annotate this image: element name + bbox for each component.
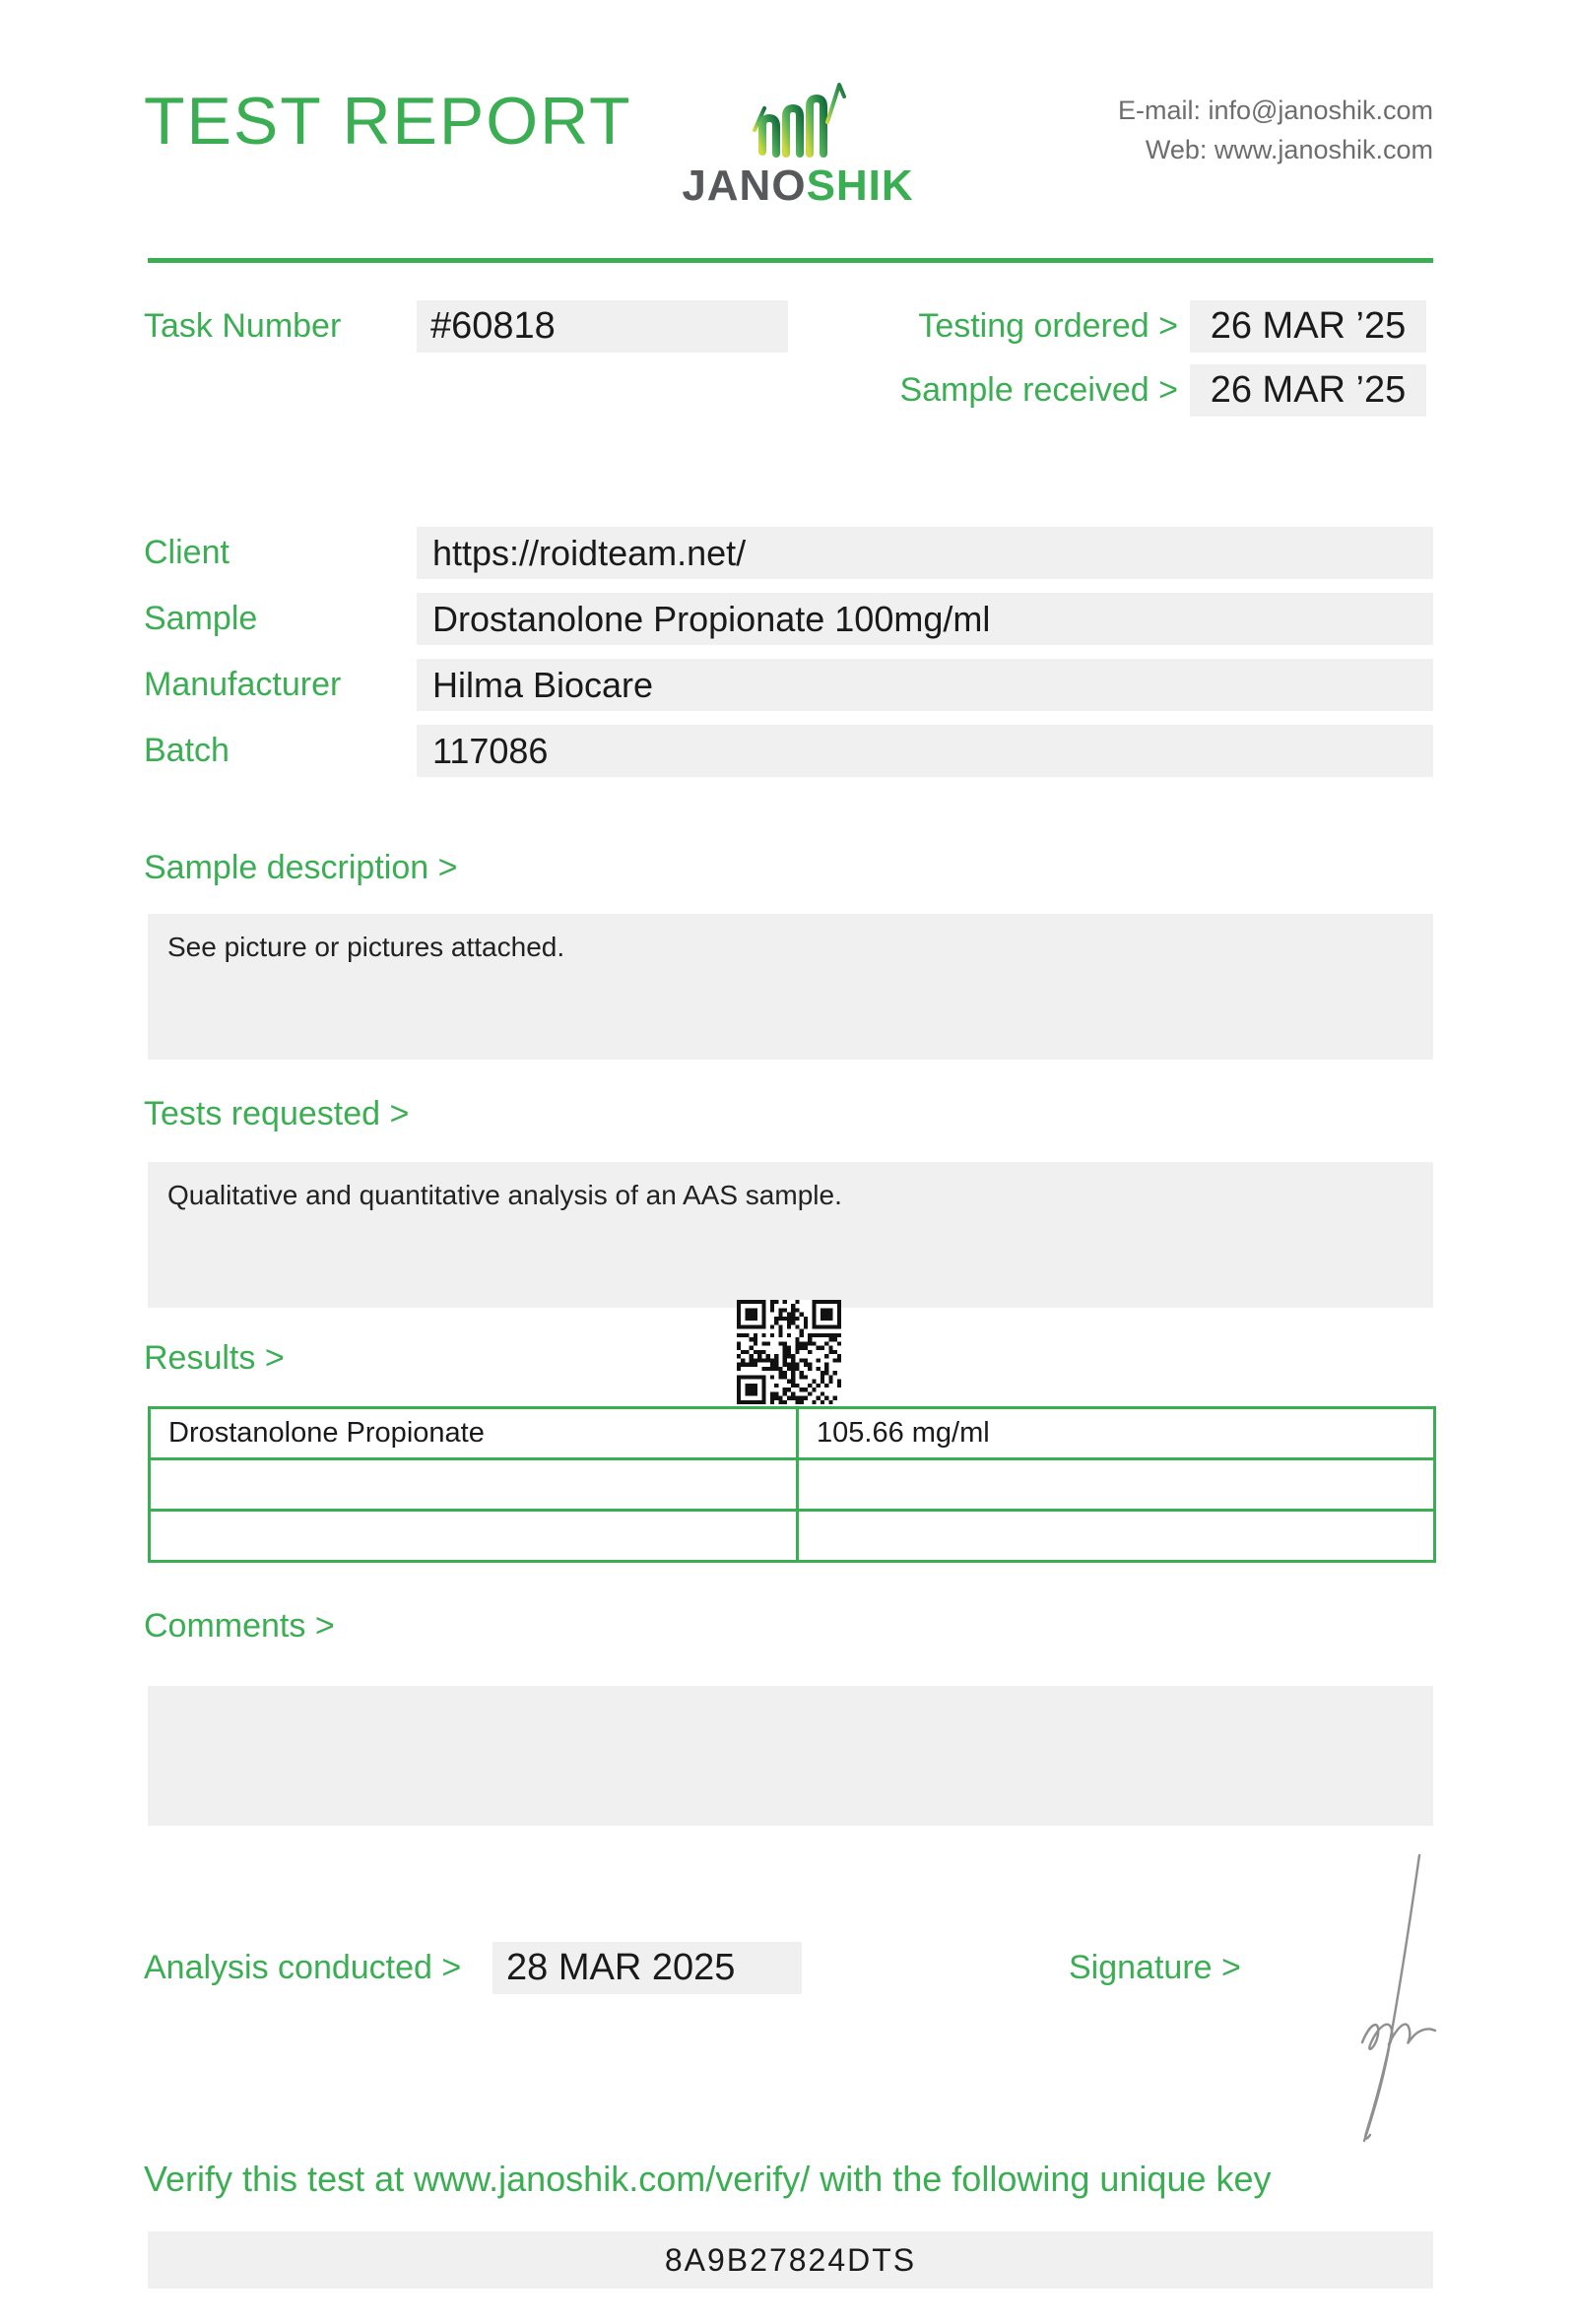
manufacturer-box xyxy=(417,659,1433,711)
comments-box xyxy=(148,1686,1433,1826)
analysis-date-value: 28 MAR 2025 xyxy=(506,1947,736,1988)
results-heading: Results > xyxy=(144,1339,285,1377)
batch-box xyxy=(417,725,1433,777)
janoshik-logo xyxy=(680,79,916,211)
contact-web-line xyxy=(1118,130,1433,169)
comments-heading: Comments > xyxy=(144,1607,335,1645)
logo-wordmark-shik: SHIK xyxy=(806,161,914,210)
result-analyte: Drostanolone Propionate xyxy=(150,1408,798,1459)
results-row xyxy=(150,1459,1435,1511)
sample-received-label: Sample received > xyxy=(899,371,1178,409)
batch-value: 117086 xyxy=(432,731,549,771)
results-row xyxy=(150,1408,1435,1459)
result-value xyxy=(798,1459,1435,1511)
client-box xyxy=(417,527,1433,579)
results-row xyxy=(150,1511,1435,1562)
sample-received-date: 26 MAR ’25 xyxy=(1210,369,1407,411)
signature-handwriting xyxy=(1305,1849,1448,2150)
result-analyte xyxy=(150,1459,798,1511)
testing-ordered-label: Testing ordered > xyxy=(918,307,1178,345)
sample-description-box xyxy=(148,914,1433,1060)
manufacturer-label: Manufacturer xyxy=(144,666,342,703)
analysis-conducted-label: Analysis conducted > xyxy=(144,1949,462,1986)
verify-instruction: Verify this test at www.janoshik.com/verify/ with the following unique key xyxy=(144,2159,1272,2199)
result-value: 105.66 mg/ml xyxy=(798,1408,1435,1459)
unique-key-box xyxy=(148,2231,1433,2289)
unique-key-value: 8A9B27824DTS xyxy=(664,2242,917,2278)
comments-text xyxy=(148,1686,1433,1717)
tests-requested-text: Qualitative and quantitative analysis of an AAS sample. xyxy=(167,1180,842,1210)
analysis-date-box xyxy=(492,1942,802,1994)
email-label: E-mail: xyxy=(1117,96,1201,125)
result-analyte xyxy=(150,1511,798,1562)
qr-code xyxy=(737,1300,841,1404)
result-value xyxy=(798,1511,1435,1562)
results-table xyxy=(148,1406,1436,1563)
sample-received-box xyxy=(1190,364,1426,417)
sample-label: Sample xyxy=(144,600,258,637)
client-label: Client xyxy=(144,534,230,571)
header-divider xyxy=(148,258,1433,263)
web-value: www.janoshik.com xyxy=(1214,135,1433,164)
client-value: https://roidteam.net/ xyxy=(432,533,747,573)
page-title: TEST REPORT xyxy=(144,84,632,159)
task-number-label: Task Number xyxy=(144,307,342,345)
tests-requested-heading: Tests requested > xyxy=(144,1095,410,1132)
sample-description-text: See picture or pictures attached. xyxy=(167,932,565,962)
sample-box xyxy=(417,593,1433,645)
batch-label: Batch xyxy=(144,732,230,769)
contact-email-line xyxy=(1118,91,1433,130)
tests-requested-box xyxy=(148,1162,1433,1308)
web-label: Web: xyxy=(1145,135,1208,164)
sample-description-heading: Sample description > xyxy=(144,849,458,886)
sample-value: Drostanolone Propionate 100mg/ml xyxy=(432,599,991,639)
contact-info xyxy=(1118,91,1433,169)
task-number-box xyxy=(417,300,788,353)
task-number-value: #60818 xyxy=(430,305,556,347)
signature-label: Signature > xyxy=(1069,1949,1241,1986)
testing-ordered-date: 26 MAR ’25 xyxy=(1210,305,1407,347)
logo-wordmark xyxy=(680,161,916,211)
logo-chart-growth-icon xyxy=(749,79,847,158)
testing-ordered-box xyxy=(1190,300,1426,353)
manufacturer-value: Hilma Biocare xyxy=(432,665,654,705)
logo-wordmark-jano: JANO xyxy=(682,161,807,210)
email-value: info@janoshik.com xyxy=(1208,96,1433,125)
